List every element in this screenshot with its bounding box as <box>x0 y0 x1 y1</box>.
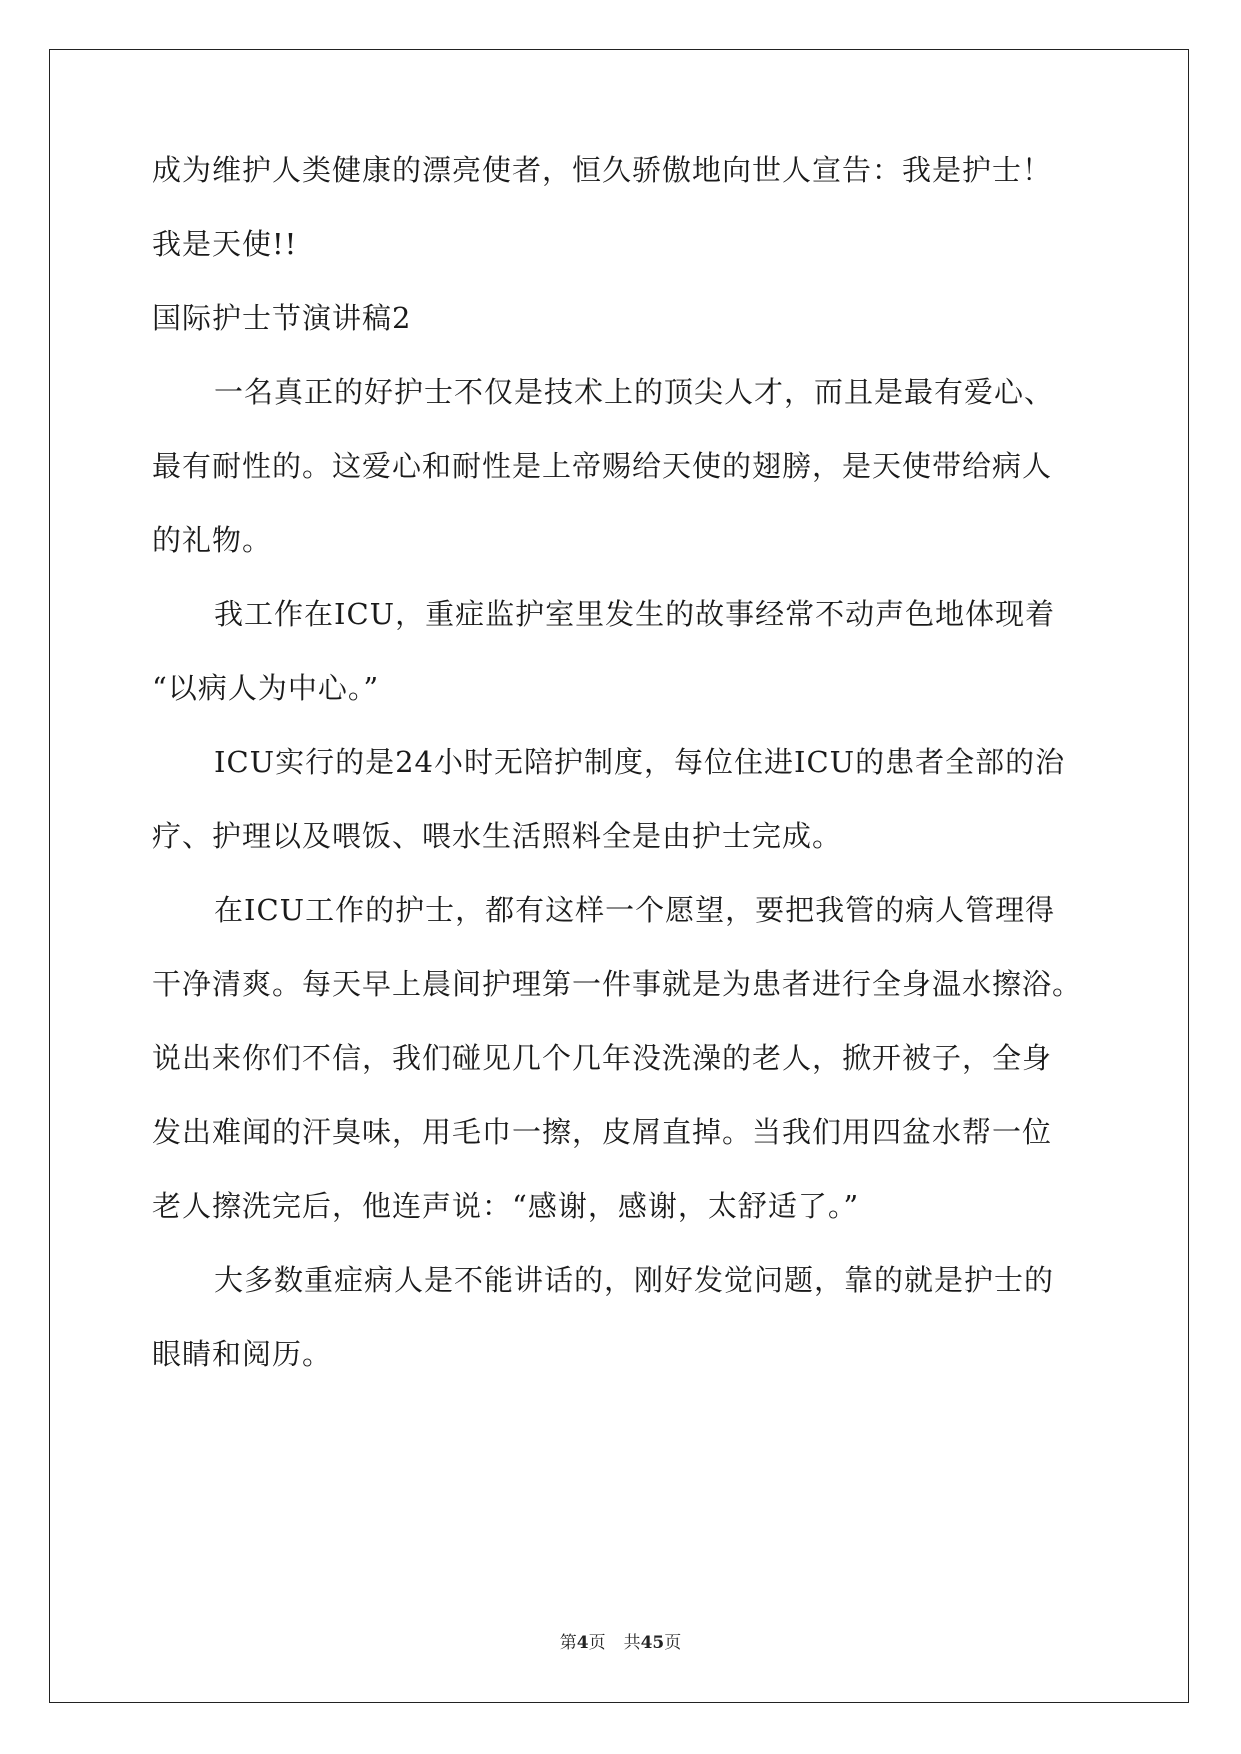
paragraph-first-line: 我工作在ICU，重症监护室里发生的故事经常不动声色地体现着 <box>214 597 1056 631</box>
text-line: 发出难闻的汗臭味，用毛巾一擦，皮屑直掉。当我们用四盆水帮一位 <box>152 1115 1053 1149</box>
text-line: 的礼物。 <box>152 523 273 557</box>
page-footer <box>0 1628 1241 1653</box>
text-line: 干净清爽。每天早上晨间护理第一件事就是为患者进行全身温水擦浴。 <box>152 967 1083 1001</box>
text-line: 疗、护理以及喂饭、喂水生活照料全是由护士完成。 <box>152 819 843 853</box>
total-pages: 45 <box>640 1633 665 1653</box>
total-prefix: 共 <box>623 1633 641 1653</box>
page-prefix: 第 <box>559 1633 577 1653</box>
paragraph-first-line: 在ICU工作的护士，都有这样一个愿望，要把我管的病人管理得 <box>214 893 1056 927</box>
paragraph-first-line: 一名真正的好护士不仅是技术上的顶尖人才，而且是最有爱心、 <box>214 375 1055 409</box>
text-line: “以病人为中心。” <box>152 671 380 705</box>
text-line: 眼睛和阅历。 <box>152 1337 333 1371</box>
page-number: 4 <box>576 1633 589 1653</box>
total-suffix: 页 <box>664 1633 682 1653</box>
text-line: 最有耐性的。这爱心和耐性是上帝赐给天使的翅膀，是天使带给病人 <box>152 449 1053 483</box>
text-line: 我是天使!! <box>152 227 298 261</box>
paragraph-first-line: ICU实行的是24小时无陪护制度，每位住进ICU的患者全部的治 <box>214 745 1066 779</box>
paragraph-first-line: 大多数重症病人是不能讲话的，刚好发觉问题，靠的就是护士的 <box>214 1263 1055 1297</box>
text-line: 成为维护人类健康的漂亮使者，恒久骄傲地向世人宣告：我是护士！ <box>152 153 1053 187</box>
text-line: 说出来你们不信，我们碰见几个几年没洗澡的老人，掀开被子，全身 <box>152 1041 1053 1075</box>
section-heading: 国际护士节演讲稿2 <box>152 301 412 335</box>
page-suffix: 页 <box>588 1633 606 1653</box>
text-line: 老人擦洗完后，他连声说：“感谢，感谢，太舒适了。” <box>152 1189 860 1223</box>
